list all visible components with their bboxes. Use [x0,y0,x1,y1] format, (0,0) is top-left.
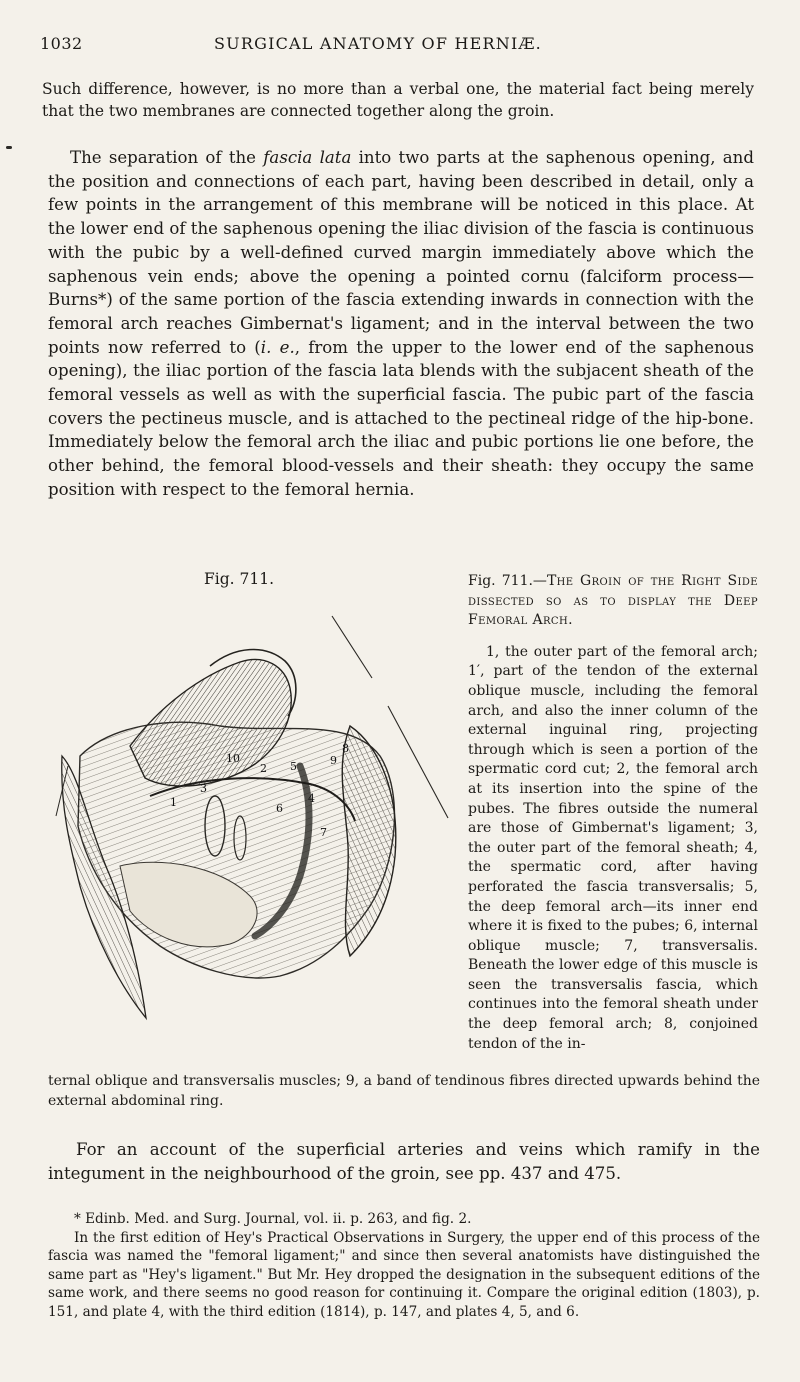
numeral-3: 3 [200,782,207,795]
numeral-8: 8 [342,742,349,755]
footnotes [48,1210,760,1322]
paragraph-fascia-lata [48,146,754,502]
groin-dissection-illustration [50,606,455,1026]
footnote-burns: * Edinb. Med. and Surg. Journal, vol. ii. p. 263, and fig. 2. [74,1211,472,1227]
numeral-5: 5 [290,760,297,773]
para1-italic-fascia-lata: fascia lata [263,148,352,167]
caption-number: Fig. 711.— [468,573,547,589]
para1-text-b: into two parts at the saphenous opening, and the position and connections of each part, having been described in detail, only a few points in the arrangement of this membrane will be noticed in this place. At the lower end of the saphenous opening the iliac division of the fascia is continuous with the pubic by a well-defined curved margin immediately above which the saphenous vein ends; above the opening a pointed cornu (falciform process—Burns*) of the same portion of the fascia extending inwards in connection with the femoral arch reaches Gimbernat's ligament; and in the interval between the two points now referred to ( [48,148,754,357]
figure-engraving [50,606,455,1026]
para1-text-a: The separation of the [70,148,264,167]
caption-title [468,572,758,631]
continuation-text: Such difference, however, is no more than a verbal one, the material fact being merely that the two membranes are connected together along the groin. [42,80,754,120]
figure-caption [468,572,758,1054]
caption-continuation: ternal oblique and transversalis muscles; 9, a band of tendinous fibres directed upwards behind the external abdominal ring. [48,1073,760,1109]
running-head [40,34,760,58]
margin-ink-mark [6,146,12,149]
figure-label: Fig. 711. [204,570,274,588]
footnote-hey: In the first edition of Hey's Practical Observations in Surgery, the upper end of this process of the fascia was named the "femoral ligament;" and since then several anatomists have distinguished the same part as "Hey's ligament." But Mr. Hey dropped the designation in the subsequent editions of the same work, and there seems no good reason for continuing it. Compare the original edition (1803), p. 151, and plate 4, with the third edition (1814), p. 147, and plates 4, 5, and 6. [48,1229,760,1320]
page-number: 1032 [40,34,83,53]
numeral-1: 1 [170,796,177,809]
para1-text-c: , from the upper to the lower end of the saphenous opening), the iliac portion of the fascia lata blends with the subjacent sheath of the femoral vessels as well as with the superficial fascia. The pubic part of the fascia covers the pectineus muscle, and is attached to the pectineal ridge of the hip-bone. Immediately below the femoral arch the iliac and pubic portions lie one before, the other behind, the femoral blood-vessels and their sheath: they occupy the same position with respect to the femoral hernia. [48,337,754,499]
running-title: SURGICAL ANATOMY OF HERNIÆ. [214,34,542,53]
numeral-7: 7 [320,826,327,839]
caption-body: 1, the outer part of the femoral arch; 1′, part of the tendon of the external oblique muscle, including the femoral arch, and also the inner column of the external inguinal ring, projecting through which is seen a portion of the spermatic cord cut; 2, the femoral arch at its insertion into the spine of the pubes. The fibres outside the numeral are those of Gimbernat's ligament; 3, the outer part of the femoral sheath; 4, the spermatic cord, after having perforated the fascia transversalis; 5, the deep femoral arch—its inner end where it is fixed to the pubes; 6, internal oblique muscle; 7, transversalis. Beneath the lower edge of this muscle is seen the transversalis fascia, which continues into the femoral sheath under the deep femoral arch; 8, conjoined tendon of the in- [468,643,758,1052]
pointer-line [332,616,372,678]
para1-italic-ie: i. e. [260,337,295,357]
paragraph-superficial-arteries: For an account of the superficial arteries and veins which ramify in the integument in the neighbourhood of the groin, see pp. 437 and 475. [48,1140,760,1183]
pointer-line [388,706,448,818]
sheath-band [342,726,396,956]
caption-title-text: The Groin of the Right Side dissected so as to display the Deep Femoral Arch. [468,573,759,629]
numeral-2: 2 [260,762,267,775]
numeral-10: 10 [226,752,240,765]
numeral-9: 9 [330,754,337,767]
numeral-6: 6 [276,802,283,815]
numeral-4: 4 [308,792,315,805]
